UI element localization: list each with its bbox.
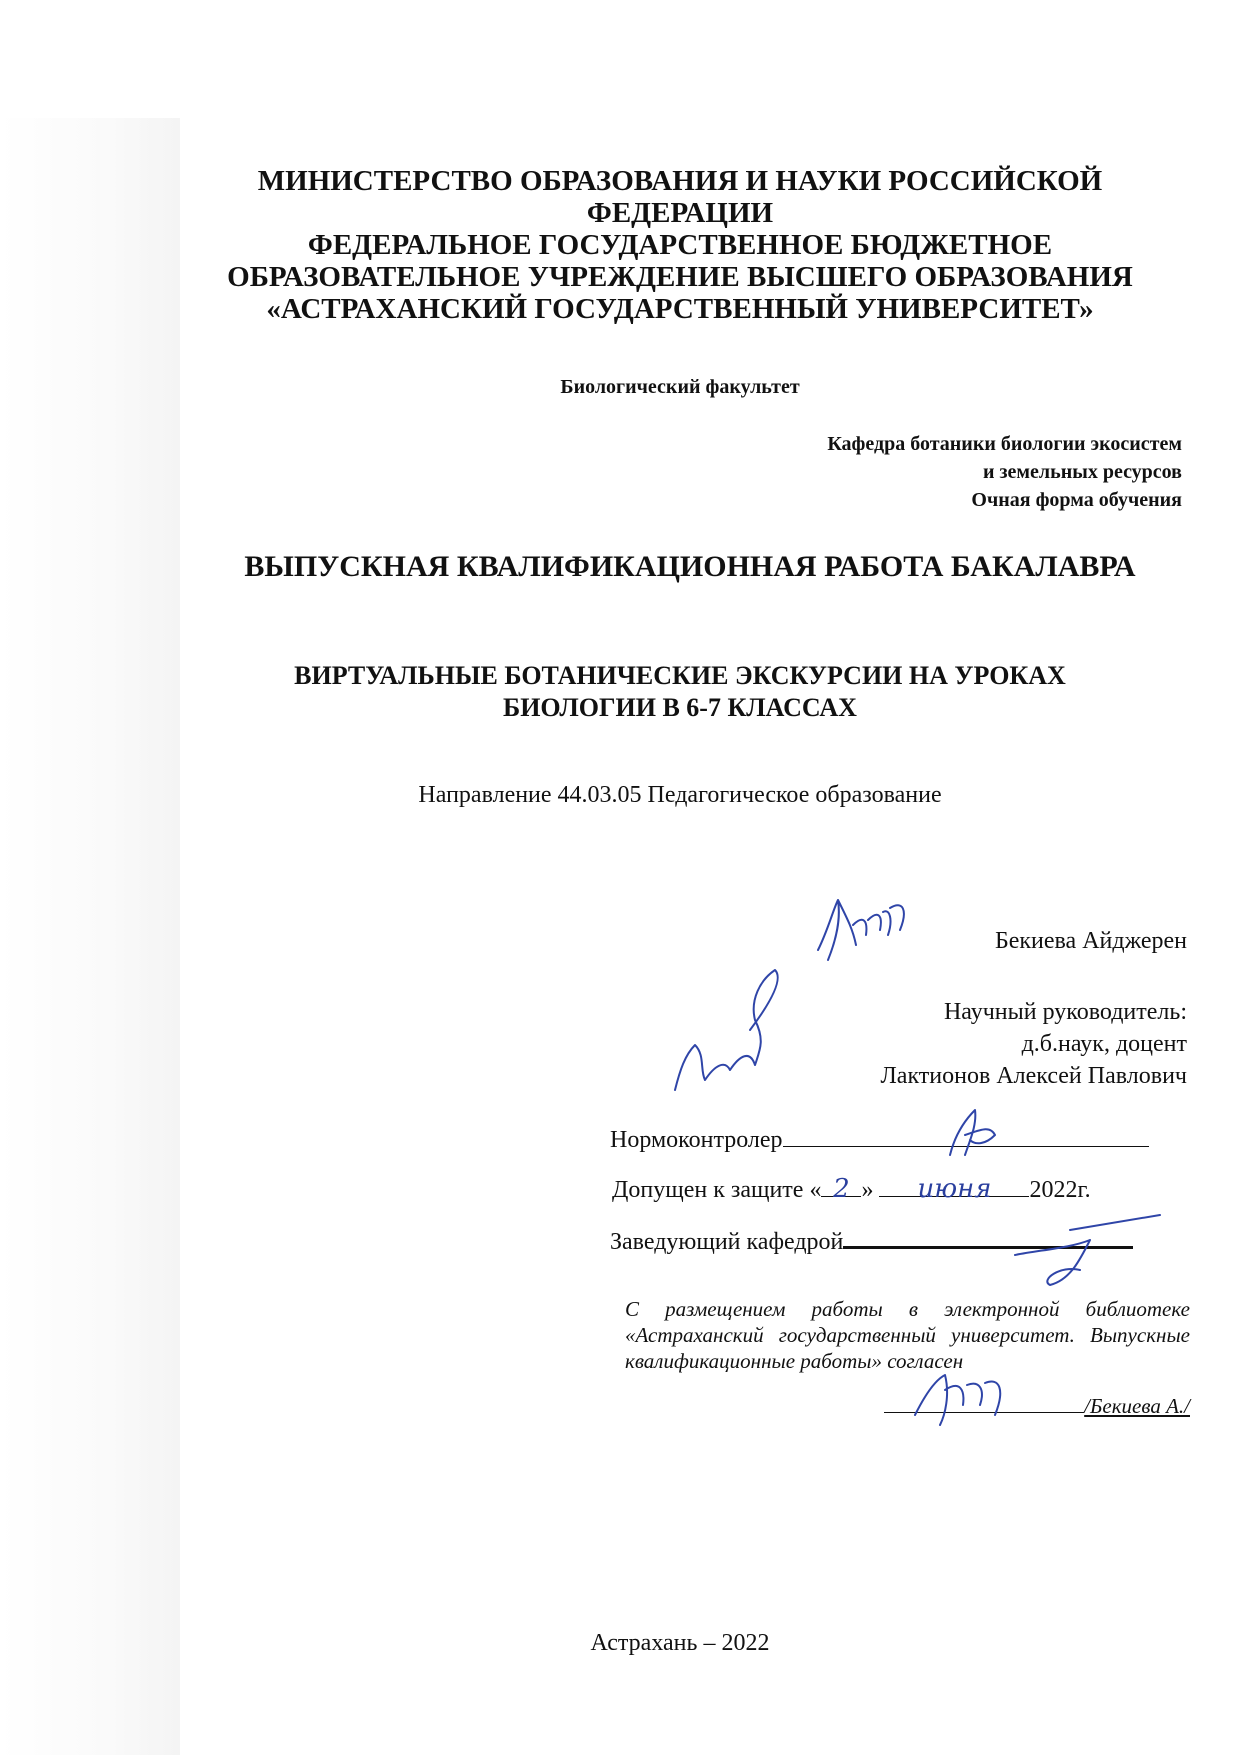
admitted-month: июня — [917, 1174, 992, 1204]
head-of-department-label: Заведующий кафедрой — [610, 1229, 844, 1255]
admitted-prefix: Допущен к защите « — [612, 1177, 822, 1203]
admitted-day: 2 — [833, 1174, 850, 1204]
admitted-row — [612, 1174, 1192, 1204]
library-consent-text: С размещением работы в электронной библиотеке «Астраханский государственный университет. Выпускные квалификационные работы» согласен — [625, 1297, 1190, 1373]
ministry-line: ФЕДЕРАЦИИ — [586, 197, 774, 229]
city-year: Астрахань – 2022 — [590, 1630, 770, 1656]
normcontrol-row — [610, 1124, 1190, 1154]
supervisor-label: Научный руководитель: — [943, 999, 1187, 1025]
admitted-year: 2022г. — [1029, 1177, 1091, 1203]
normcontrol-signature-mark — [935, 1100, 1015, 1170]
study-form: Очная форма обучения — [971, 489, 1182, 511]
topic-line: ВИРТУАЛЬНЫЕ БОТАНИЧЕСКИЕ ЭКСКУРСИИ НА УРОКАХ — [294, 661, 1066, 690]
ministry-header — [200, 165, 1160, 325]
ministry-line: ОБРАЗОВАТЕЛЬНОЕ УЧРЕЖДЕНИЕ ВЫСШЕГО ОБРАЗОВАНИЯ — [227, 261, 1133, 293]
department-block — [600, 430, 1182, 514]
faculty-name: Биологический факультет — [560, 376, 800, 398]
admitted-day-line — [821, 1174, 861, 1204]
topic-line: БИОЛОГИИ В 6-7 КЛАССАХ — [503, 693, 857, 722]
admitted-close-quote: » — [861, 1177, 874, 1203]
supervisor-signature-mark — [655, 960, 805, 1100]
author-name: Бекиева Айджерен — [994, 928, 1187, 954]
department-line: Кафедра ботаники биологии экосистем — [827, 433, 1182, 455]
study-direction: Направление 44.03.05 Педагогическое образование — [418, 782, 942, 808]
thesis-topic — [200, 660, 1160, 724]
author-signature-mark — [808, 890, 918, 970]
scan-edge-shadow — [0, 118, 180, 1755]
head-signature-mark — [1010, 1210, 1170, 1290]
admitted-month-line — [879, 1174, 1029, 1204]
department-line: и земельных ресурсов — [982, 461, 1182, 483]
normcontrol-label: Нормоконтролер — [610, 1127, 783, 1153]
consent-signature-name: /Бекиева А./ — [1084, 1394, 1190, 1418]
work-type-title: ВЫПУСКНАЯ КВАЛИФИКАЦИОННАЯ РАБОТА БАКАЛАВРА — [244, 550, 1136, 583]
supervisor-name: Лактионов Алексей Павлович — [880, 1063, 1187, 1089]
ministry-line: «АСТРАХАНСКИЙ ГОСУДАРСТВЕННЫЙ УНИВЕРСИТЕТ» — [266, 293, 1094, 325]
supervisor-degree: д.б.наук, доцент — [1021, 1031, 1187, 1057]
consent-signature-mark — [905, 1365, 1015, 1435]
ministry-line: МИНИСТЕРСТВО ОБРАЗОВАНИЯ И НАУКИ РОССИЙСКОЙ — [257, 165, 1103, 197]
ministry-line: ФЕДЕРАЛЬНОЕ ГОСУДАРСТВЕННОЕ БЮДЖЕТНОЕ — [307, 229, 1053, 261]
